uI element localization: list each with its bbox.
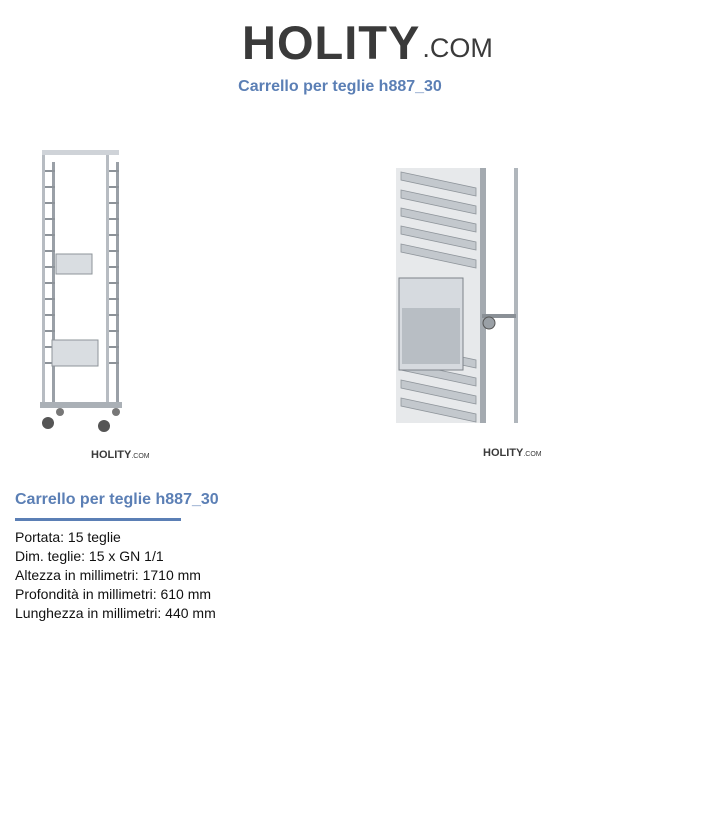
product-specs (15, 528, 216, 623)
spec-item: Dim. teglie: 15 x GN 1/1 (15, 548, 164, 564)
spec-item: Profondità in millimetri: 610 mm (15, 586, 212, 602)
watermark-main-text: HOLITY (91, 449, 132, 461)
holity-logo[interactable] (242, 12, 493, 69)
image-watermark-right (483, 447, 542, 459)
logo-suffix-text: .COM (422, 33, 493, 63)
watermark-suffix-text: .COM (523, 451, 542, 458)
logo-main-text: HOLITY (242, 16, 421, 69)
image-watermark-left (91, 449, 150, 461)
page-title: Carrello per teglie h887_30 (238, 78, 442, 95)
spec-item: Lunghezza in millimetri: 440 mm (15, 605, 216, 621)
trolley-detail-image (396, 168, 526, 423)
spec-item: Portata: 15 teglie (15, 529, 121, 545)
trolley-image (30, 140, 130, 440)
watermark-main-text: HOLITY (483, 447, 524, 459)
spec-item: Altezza in millimetri: 1710 mm (15, 567, 201, 583)
watermark-suffix-text: .COM (131, 453, 150, 460)
heading-underline (15, 518, 181, 521)
product-heading: Carrello per teglie h887_30 (15, 491, 219, 508)
